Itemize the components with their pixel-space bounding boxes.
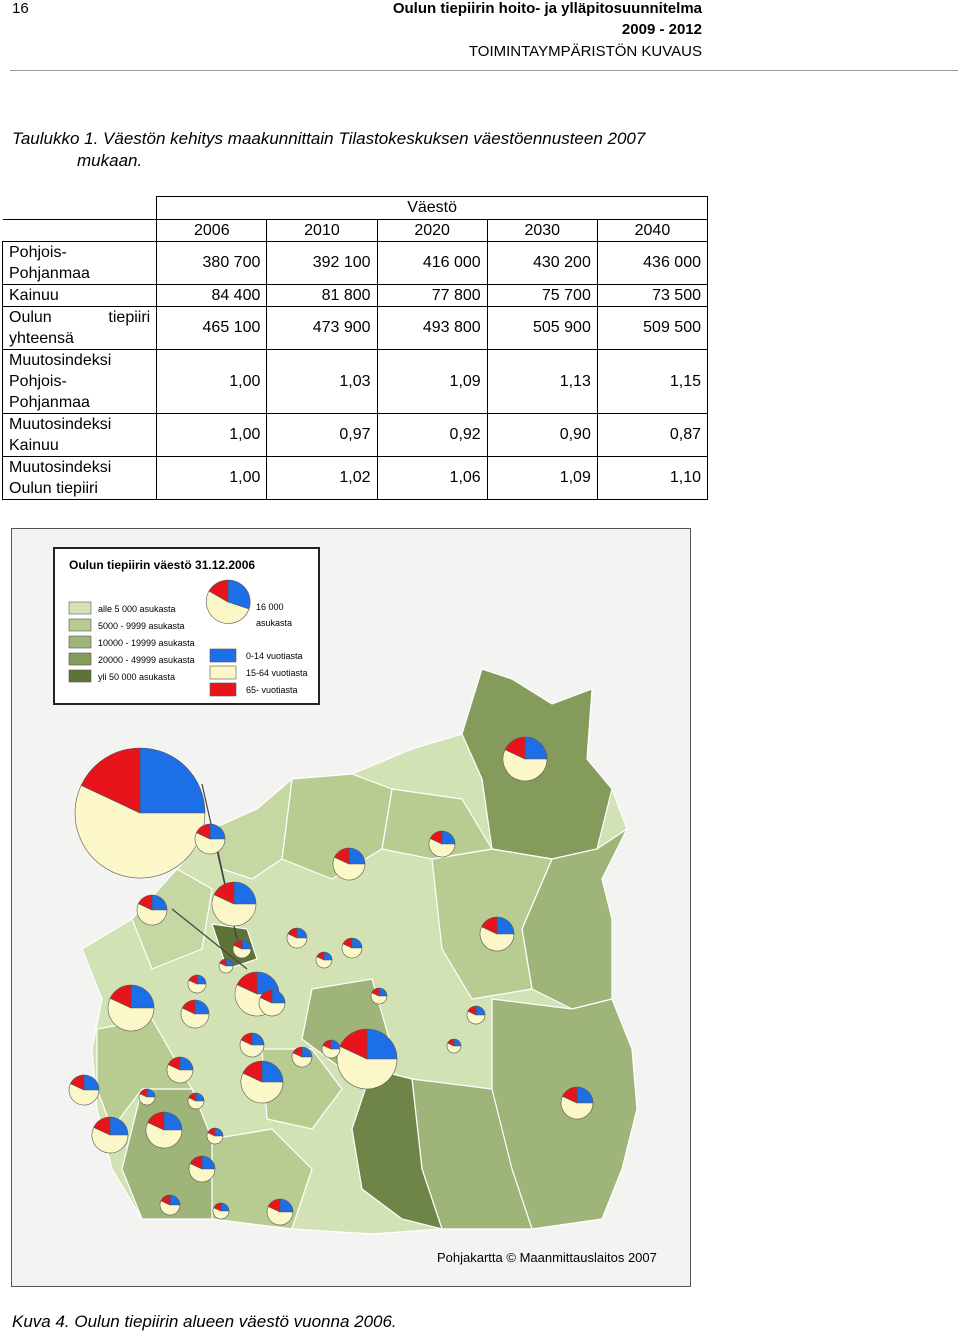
legend-pie-label: asukasta [256,618,293,628]
table-cell: 81 800 [267,285,377,307]
table-corner [3,197,157,220]
year-header: 2020 [377,220,487,242]
table-cell: 75 700 [487,285,597,307]
population-map [11,528,691,1287]
table-caption-line2: mukaan. [77,151,143,170]
table-cell: 1,02 [267,457,377,500]
table-cell: 0,97 [267,414,377,457]
year-header: 2030 [487,220,597,242]
table-caption-line1: Taulukko 1. Väestön kehitys maakunnittain Tilastokeskuksen väestöennusteen 2007 [12,129,646,148]
map-canvas [12,529,690,1286]
table-cell: 416 000 [377,242,487,285]
table-cell: 509 500 [597,307,707,350]
table-cell: 1,13 [487,350,597,414]
legend-swatch [69,602,91,614]
row-label: Oulun tiepiiri yhteensä [3,307,157,350]
map-credit: Pohjakartta © Maanmittauslaitos 2007 [437,1250,657,1265]
legend-pie-label: 16 000 [256,602,284,612]
legend-label: 10000 - 19999 asukasta [98,638,195,648]
legend-swatch [210,683,236,696]
legend-swatch [69,653,91,665]
table-row [3,414,708,457]
table-cell: 1,15 [597,350,707,414]
table-cell: 380 700 [157,242,267,285]
table-row [3,242,708,285]
table-corner-2 [3,220,157,242]
table-cell: 0,87 [597,414,707,457]
table-cell: 1,00 [157,350,267,414]
year-header: 2010 [267,220,377,242]
legend-label: alle 5 000 asukasta [98,604,176,614]
map-title: Oulun tiepiirin väestö 31.12.2006 [69,558,256,572]
table-cell: 1,10 [597,457,707,500]
legend-label: 65- vuotiasta [246,685,298,695]
table-cell: 1,06 [377,457,487,500]
table-cell: 493 800 [377,307,487,350]
doc-years: 2009 - 2012 [621,21,702,38]
header-rule [10,70,958,71]
row-label: Muutosindeksi Oulun tiepiiri [3,457,157,500]
table-cell: 473 900 [267,307,377,350]
table-cell: 1,09 [487,457,597,500]
legend-swatch [69,636,91,648]
legend-pie [206,580,250,624]
legend-swatch [210,649,236,662]
legend-ages [210,649,308,696]
table-row [3,457,708,500]
pie-slice [140,748,205,813]
table-cell: 0,90 [487,414,597,457]
table-caption [12,128,712,172]
table-cell: 0,92 [377,414,487,457]
legend-swatch [210,666,236,679]
legend-swatch [69,670,91,682]
table-cell: 436 000 [597,242,707,285]
table-cell: 1,09 [377,350,487,414]
row-label: Kainuu [3,285,157,307]
section-title: TOIMINTAYMPÄRISTÖN KUVAUS [468,43,702,60]
table-cell: 84 400 [157,285,267,307]
legend-label: 20000 - 49999 asukasta [98,655,195,665]
table-cell: 430 200 [487,242,597,285]
table-group-header: Väestö [157,197,708,220]
year-header: 2006 [157,220,267,242]
page-number: 16 [12,0,29,17]
figure-caption: Kuva 4. Oulun tiepiirin alueen väestö vuonna 2006. [12,1312,397,1331]
row-label: Pohjois- Pohjanmaa [3,242,157,285]
population-table [2,196,708,500]
year-header: 2040 [597,220,707,242]
legend-swatch [69,619,91,631]
table-cell: 505 900 [487,307,597,350]
table-cell: 73 500 [597,285,707,307]
legend-label: 0-14 vuotiasta [246,651,303,661]
row-label: Muutosindeksi Pohjois- Pohjanmaa [3,350,157,414]
table-cell: 1,00 [157,457,267,500]
table-cell: 77 800 [377,285,487,307]
legend-label: yli 50 000 asukasta [98,672,176,682]
table-cell: 392 100 [267,242,377,285]
legend-label: 5000 - 9999 asukasta [98,621,185,631]
table-row [3,350,708,414]
table-row [3,285,708,307]
legend-label: 15-64 vuotiasta [246,668,308,678]
table-cell: 1,00 [157,414,267,457]
doc-title: Oulun tiepiirin hoito- ja ylläpitosuunnitelma [392,0,702,17]
table-cell: 465 100 [157,307,267,350]
table-cell: 1,03 [267,350,377,414]
table-row [3,307,708,350]
row-label: Muutosindeksi Kainuu [3,414,157,457]
